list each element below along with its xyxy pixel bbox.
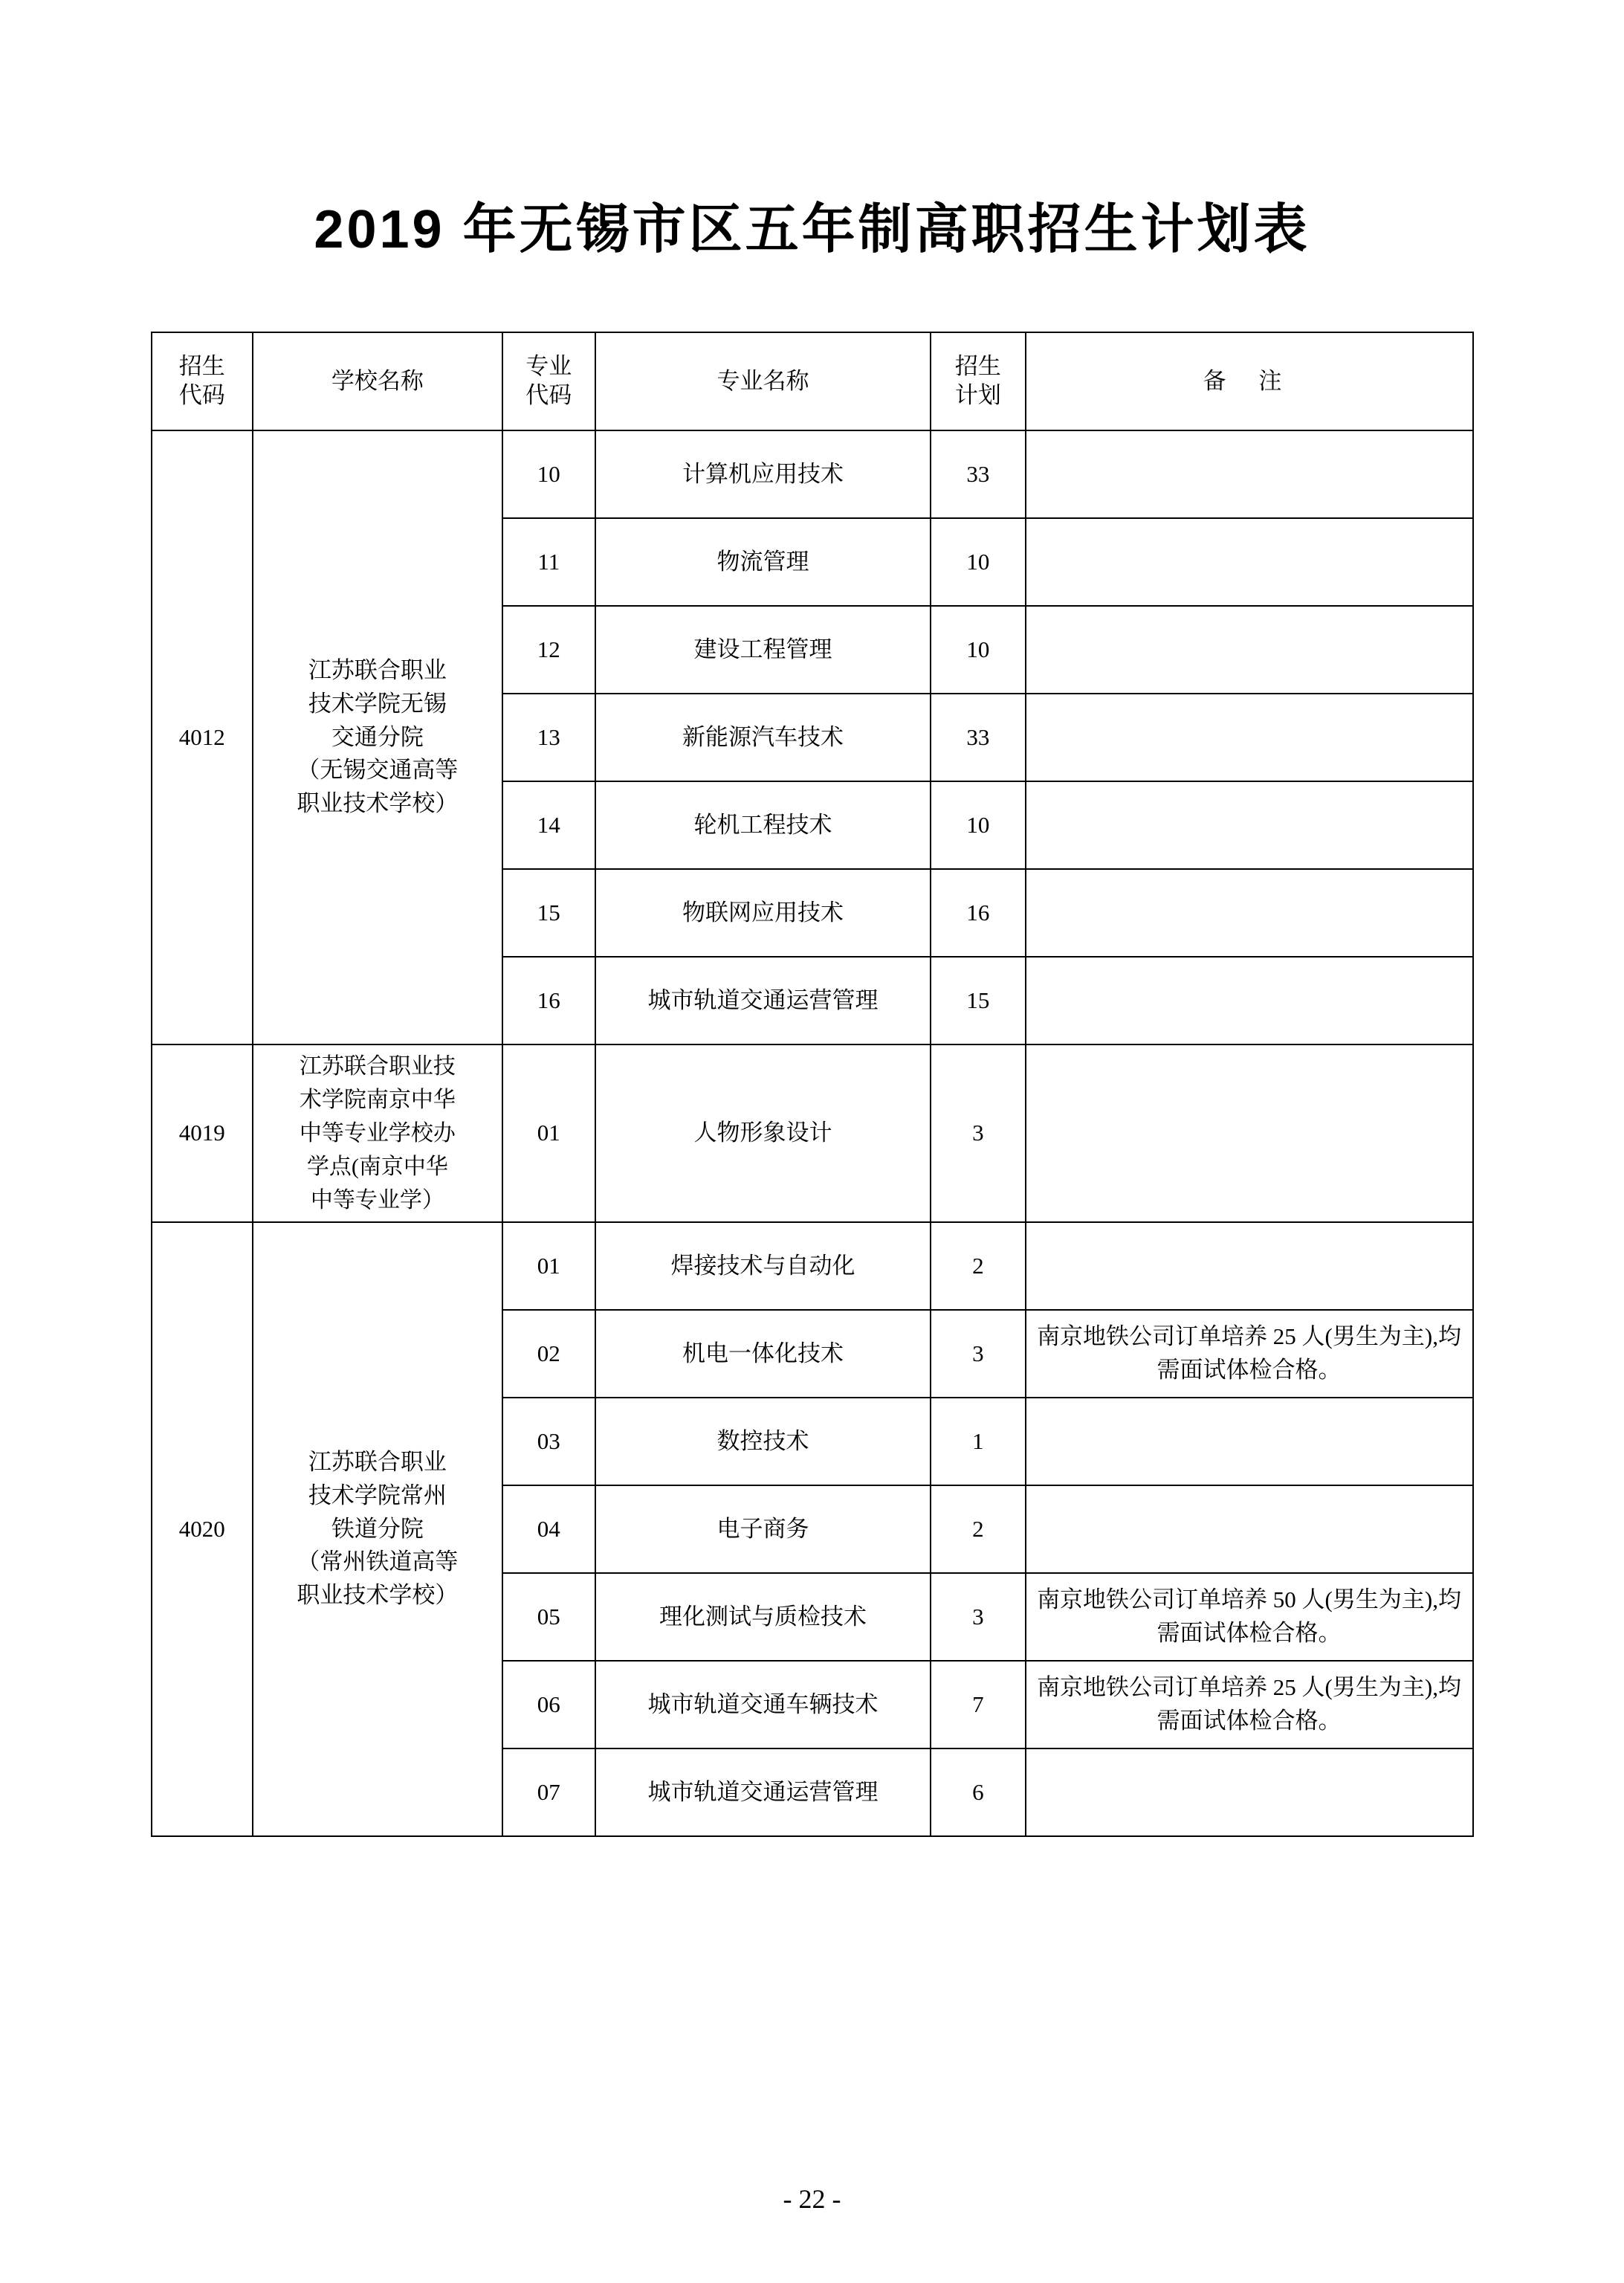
plan-cell: 3 <box>931 1310 1025 1398</box>
major-code-cell: 14 <box>502 781 595 869</box>
major-code-cell: 06 <box>502 1661 595 1748</box>
school-name-line: 江苏联合职业 <box>308 1448 447 1475</box>
admission-plan-table <box>151 332 1474 1837</box>
note-cell <box>1026 869 1473 957</box>
page-number: - 22 - <box>783 2184 841 2214</box>
major-name-cell: 机电一体化技术 <box>595 1310 931 1398</box>
major-code-cell: 07 <box>502 1748 595 1836</box>
major-name-cell: 人物形象设计 <box>595 1044 931 1222</box>
header-admission-code-line1: 招生 <box>178 353 225 380</box>
admission-plan-table-container <box>0 332 1624 1837</box>
note-cell <box>1026 957 1473 1044</box>
major-code-cell: 02 <box>502 1310 595 1398</box>
note-cell <box>1026 781 1473 869</box>
note-cell <box>1026 1748 1473 1836</box>
school-name-line: 学点(南京中华 <box>306 1155 448 1179</box>
major-code-cell: 11 <box>502 518 595 606</box>
admission-code-cell: 4012 <box>152 430 253 1044</box>
school-name-line: （无锡交通高等 <box>297 757 459 784</box>
major-code-cell: 15 <box>502 869 595 957</box>
note-cell: 南京地铁公司订单培养 25 人(男生为主),均需面试体检合格。 <box>1026 1310 1473 1398</box>
major-name-cell: 轮机工程技术 <box>595 781 931 869</box>
school-name-line: 中等专业学） <box>310 1188 444 1212</box>
major-name-cell: 焊接技术与自动化 <box>595 1222 931 1310</box>
table-header-row <box>152 332 1473 430</box>
header-plan-line1: 招生 <box>954 353 1001 380</box>
admission-code-cell: 4019 <box>152 1044 253 1222</box>
header-major-code-line1: 专业 <box>525 353 572 380</box>
note-cell <box>1026 518 1473 606</box>
school-name-line: 术学院南京中华 <box>299 1088 456 1112</box>
plan-cell: 3 <box>931 1573 1025 1661</box>
note-cell <box>1026 1222 1473 1310</box>
major-code-cell: 13 <box>502 694 595 781</box>
major-name-cell: 数控技术 <box>595 1398 931 1485</box>
note-cell: 南京地铁公司订单培养 50 人(男生为主),均需面试体检合格。 <box>1026 1573 1473 1661</box>
school-name-line: 技术学院无锡 <box>308 690 447 717</box>
table-body <box>152 430 1473 1836</box>
page-title: 2019 年无锡市区五年制高职招生计划表 <box>314 200 1310 259</box>
header-admission-code <box>152 332 253 430</box>
plan-cell: 16 <box>931 869 1025 957</box>
note-cell <box>1026 1044 1473 1222</box>
plan-cell: 10 <box>931 518 1025 606</box>
major-code-cell: 16 <box>502 957 595 1044</box>
table-row <box>152 430 1473 518</box>
plan-cell: 1 <box>931 1398 1025 1485</box>
major-name-cell: 城市轨道交通运营管理 <box>595 957 931 1044</box>
major-code-cell: 03 <box>502 1398 595 1485</box>
plan-cell: 3 <box>931 1044 1025 1222</box>
header-school-name: 学校名称 <box>253 332 502 430</box>
school-name-line: 职业技术学校） <box>297 790 459 817</box>
note-cell: 南京地铁公司订单培养 25 人(男生为主),均需面试体检合格。 <box>1026 1661 1473 1748</box>
major-name-cell: 建设工程管理 <box>595 606 931 694</box>
plan-cell: 6 <box>931 1748 1025 1836</box>
major-name-cell: 新能源汽车技术 <box>595 694 931 781</box>
major-code-cell: 10 <box>502 430 595 518</box>
plan-cell: 10 <box>931 781 1025 869</box>
note-cell <box>1026 430 1473 518</box>
major-name-cell: 物流管理 <box>595 518 931 606</box>
school-name-line: 江苏联合职业 <box>308 656 447 683</box>
note-cell <box>1026 694 1473 781</box>
school-name-line: （常州铁道高等 <box>297 1549 459 1575</box>
plan-cell: 10 <box>931 606 1025 694</box>
major-name-cell: 城市轨道交通运营管理 <box>595 1748 931 1836</box>
note-cell <box>1026 1398 1473 1485</box>
major-code-cell: 04 <box>502 1485 595 1573</box>
school-name-line: 职业技术学校） <box>297 1582 459 1609</box>
major-name-cell: 物联网应用技术 <box>595 869 931 957</box>
school-name-line: 交通分院 <box>331 723 424 750</box>
major-code-cell: 05 <box>502 1573 595 1661</box>
plan-cell: 33 <box>931 430 1025 518</box>
major-name-cell: 计算机应用技术 <box>595 430 931 518</box>
header-plan-line2: 计划 <box>954 382 1001 408</box>
header-major-name: 专业名称 <box>595 332 931 430</box>
plan-cell: 7 <box>931 1661 1025 1748</box>
header-plan <box>931 332 1025 430</box>
major-name-cell: 城市轨道交通车辆技术 <box>595 1661 931 1748</box>
header-admission-code-line2: 代码 <box>178 382 225 408</box>
header-major-code-line2: 代码 <box>525 382 572 408</box>
school-name-cell <box>253 430 502 1044</box>
major-name-cell: 理化测试与质检技术 <box>595 1573 931 1661</box>
major-name-cell: 电子商务 <box>595 1485 931 1573</box>
note-cell <box>1026 1485 1473 1573</box>
school-name-line: 铁道分院 <box>331 1515 424 1542</box>
major-code-cell: 01 <box>502 1044 595 1222</box>
school-name-cell <box>253 1222 502 1836</box>
plan-cell: 2 <box>931 1485 1025 1573</box>
school-name-line: 技术学院常州 <box>308 1482 447 1508</box>
table-row <box>152 1222 1473 1310</box>
school-name-line: 中等专业学校办 <box>299 1121 456 1146</box>
note-cell <box>1026 606 1473 694</box>
plan-cell: 33 <box>931 694 1025 781</box>
plan-cell: 2 <box>931 1222 1025 1310</box>
plan-cell: 15 <box>931 957 1025 1044</box>
school-name-cell <box>253 1044 502 1222</box>
table-row <box>152 1044 1473 1222</box>
school-name-line: 江苏联合职业技 <box>299 1054 456 1079</box>
table-header <box>152 332 1473 430</box>
major-code-cell: 01 <box>502 1222 595 1310</box>
admission-code-cell: 4020 <box>152 1222 253 1836</box>
header-major-code <box>502 332 595 430</box>
header-note: 备 注 <box>1026 332 1473 430</box>
major-code-cell: 12 <box>502 606 595 694</box>
